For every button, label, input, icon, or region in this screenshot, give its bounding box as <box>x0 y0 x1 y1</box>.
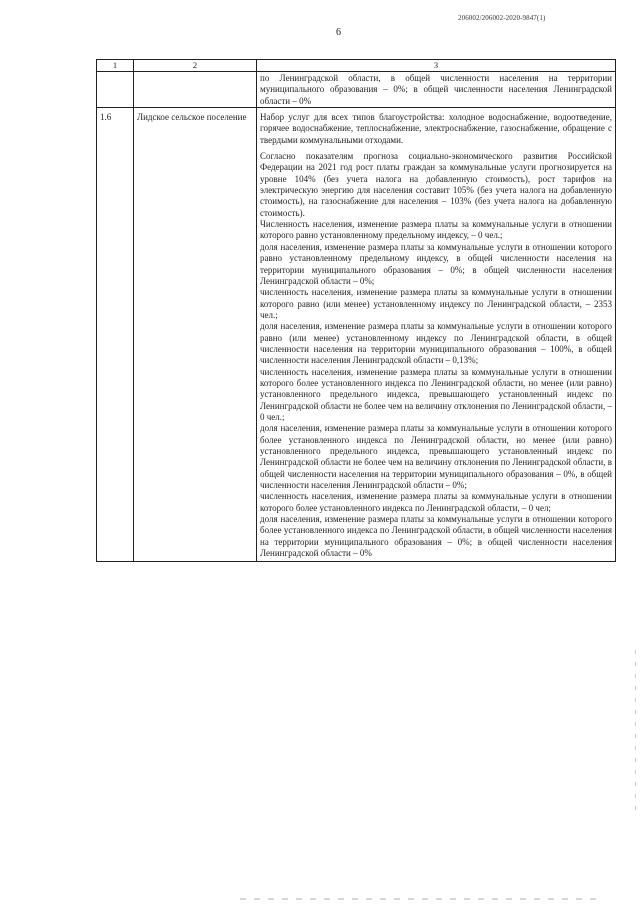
scan-noise-bottom <box>240 898 600 900</box>
settlement-name: Лидское сельское поселение <box>137 112 247 123</box>
row-number-cell <box>97 108 134 562</box>
paragraph-services: Набор услуг для всех типов благоустройства: холодное водоснабжение, водоотведение, горячее водоснабжение, теплоснабжение, электроснабжение, газоснабжение, обращение с твердыми коммунальными отходами. <box>260 112 612 145</box>
continued-row-text: по Ленинградской области, в общей численности населения на территории муниципального образования – 0%; в общей численности населения Ленинградской области – 0% <box>260 73 612 106</box>
paragraph-share-between: доля населения, изменение размера платы за коммунальные услуги в отношении которого более установленного индекса по Ленинградской области, но менее (или равно) установленного предельного индекса, превышающего установленный индекс по Ленинградской области не более чем на величину отклонения по Ленинградской области, в общей численности населения на территории муниципального образования – 0%, в общей численности населения Ленинградской области – 0%; <box>260 423 612 491</box>
continued-row <box>97 72 616 108</box>
continued-row-name-cell <box>134 72 257 108</box>
column-header-3: 3 <box>257 60 616 72</box>
column-header-1: 1 <box>97 60 134 72</box>
page-number: 6 <box>336 27 341 38</box>
row-text-cell <box>257 108 616 562</box>
paragraph-count-above-index: численность населения, изменение размера платы за коммунальные услуги в отношении которого более установленного индекса по Ленинградской области, – 0 чел; <box>260 491 612 513</box>
table-header-row <box>97 60 616 72</box>
paragraph-count-below-index: численность населения, изменение размера платы за коммунальные услуги в отношении которого равно (или менее) установленному индексу по Ленинградской области, – 2353 чел.; <box>260 287 612 320</box>
scan-noise-edge <box>635 650 636 810</box>
continued-row-number-cell <box>97 72 134 108</box>
municipal-table <box>96 59 616 562</box>
paragraph-share-below-index: доля населения, изменение размера платы за коммунальные услуги в отношении которого равно (или менее) установленному индексу по Ленинградской области, в общей численности населения на территории муниципального образования – 100%, в общей численности населения Ленинградской области – 0,13%; <box>260 321 612 366</box>
paragraph-share-above-index: доля населения, изменение размера платы за коммунальные услуги в отношении которого более установленного индекса по Ленинградской области, в общей численности населения на территории муниципального образования – 0%; в общей численности населения Ленинградской области – 0% <box>260 514 612 559</box>
column-header-2: 2 <box>134 60 257 72</box>
row-number: 1.6 <box>100 112 112 123</box>
paragraph-count-equal-limit: Численность населения, изменение размера платы за коммунальные услуги в отношении которого равно установленному предельному индексу, – 0 чел.; <box>260 219 612 241</box>
document-reference: 206002/206002-2020-9847(1) <box>458 14 546 22</box>
paragraph-share-equal-limit: доля населения, изменение размера платы за коммунальные услуги в отношении которого равно установленному предельному индексу, в общей численности населения на территории муниципального образования – 0%; в общей численности населения Ленинградской области – 0%; <box>260 241 612 286</box>
continued-row-text-cell <box>257 72 616 108</box>
row-name-cell <box>134 108 257 562</box>
paragraph-forecast: Согласно показателям прогноза социально-экономического развития Российской Федерации на 2021 год рост платы граждан за коммунальные услуги прогнозируется на уровне 104% (без учета налога на добавленную стоимость), рост тарифов на электрическую энергию для населения составит 105% (без учета налога на добавленную стоимость), на газоснабжение для населения – 103% (без учета налога на добавленную стоимость). <box>260 151 612 218</box>
paragraph-count-between: численность населения, изменение размера платы за коммунальные услуги в отношении которого более установленного индекса по Ленинградской области, но менее (или равно) установленного предельного индекса, превышающего установленный индекс по Ленинградской области не более чем на величину отклонения по Ленинградской области, – 0 чел.; <box>260 366 612 422</box>
table-row <box>97 108 616 562</box>
